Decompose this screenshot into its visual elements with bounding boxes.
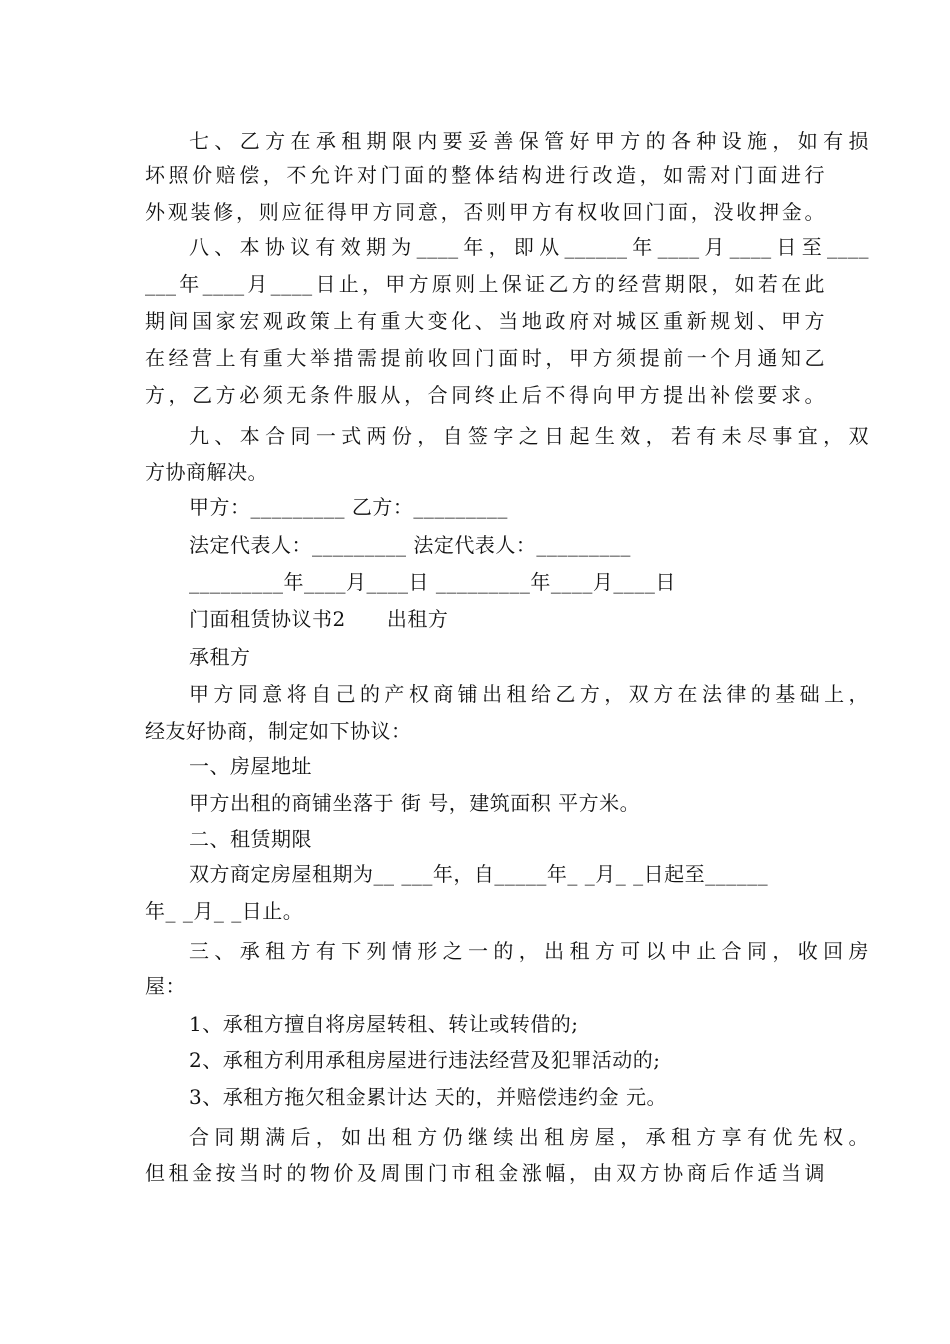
section-1-heading: 一、房屋地址 <box>189 754 312 778</box>
section-2-body-line-1: 双方商定房屋租期为__ ___年，自_____年_ _月_ _日起至______ <box>189 862 769 886</box>
tenant-label: 承租方 <box>189 645 251 669</box>
clause-9-line-1: 九、本合同一式两份，自签字之日起生效，若有未尽事宜，双 <box>189 424 869 448</box>
clause-8-line-2: ___年____月____日止，甲方原则上保证乙方的经营期限，如若在此 <box>145 272 825 296</box>
signature-dates: _________年____月____日 _________年____月____日 <box>189 570 676 594</box>
section-3-item-3: 3、承租方拖欠租金累计达 天的，并赔偿违约金 元。 <box>189 1085 667 1109</box>
clause-8-line-1: 八、本协议有效期为____年，即从______年____月____日至____ <box>189 235 869 259</box>
clause-8-line-4: 在经营上有重大举措需提前收回门面时，甲方须提前一个月通知乙 <box>145 346 825 370</box>
section-2-heading: 二、租赁期限 <box>189 827 312 851</box>
section-1-body: 甲方出租的商铺坐落于 街 号，建筑面积 平方米。 <box>189 791 641 815</box>
section-3-line-2: 屋： <box>145 974 186 998</box>
section-2-body-line-2: 年_ _月_ _日止。 <box>145 899 304 923</box>
clause-7-line-3: 外观装修，则应征得甲方同意，否则甲方有权收回门面，没收押金。 <box>145 200 825 224</box>
clause-8-line-5: 方，乙方必须无条件服从，合同终止后不得向甲方提出补偿要求。 <box>145 383 825 407</box>
renewal-line-2: 但租金按当时的物价及周围门市租金涨幅，由双方协商后作适当调 <box>145 1161 825 1185</box>
clause-7-line-2: 坏照价赔偿，不允许对门面的整体结构进行改造，如需对门面进行 <box>145 163 825 187</box>
section-3-line-1: 三、承租方有下列情形之一的，出租方可以中止合同，收回房 <box>189 939 869 963</box>
clause-8-line-3: 期间国家宏观政策上有重大变化、当地政府对城区重新规划、甲方 <box>145 309 825 333</box>
document-title-2: 门面租赁协议书2 出租方 <box>189 607 449 631</box>
clause-9-line-2: 方协商解决。 <box>145 460 268 484</box>
intro-line-2: 经友好协商，制定如下协议： <box>145 719 412 743</box>
clause-7-line-1: 七、乙方在承租期限内要妥善保管好甲方的各种设施，如有损 <box>189 129 869 153</box>
section-3-item-2: 2、承租方利用承租房屋进行违法经营及犯罪活动的; <box>189 1048 661 1072</box>
signature-representatives: 法定代表人：_________ 法定代表人：_________ <box>189 533 631 557</box>
section-3-item-1: 1、承租方擅自将房屋转租、转让或转借的; <box>189 1012 579 1036</box>
signature-parties: 甲方：_________ 乙方：_________ <box>189 495 508 519</box>
intro-line-1: 甲方同意将自己的产权商铺出租给乙方，双方在法律的基础上， <box>189 682 869 706</box>
renewal-line-1: 合同期满后，如出租方仍继续出租房屋，承租方享有优先权。 <box>189 1125 869 1149</box>
